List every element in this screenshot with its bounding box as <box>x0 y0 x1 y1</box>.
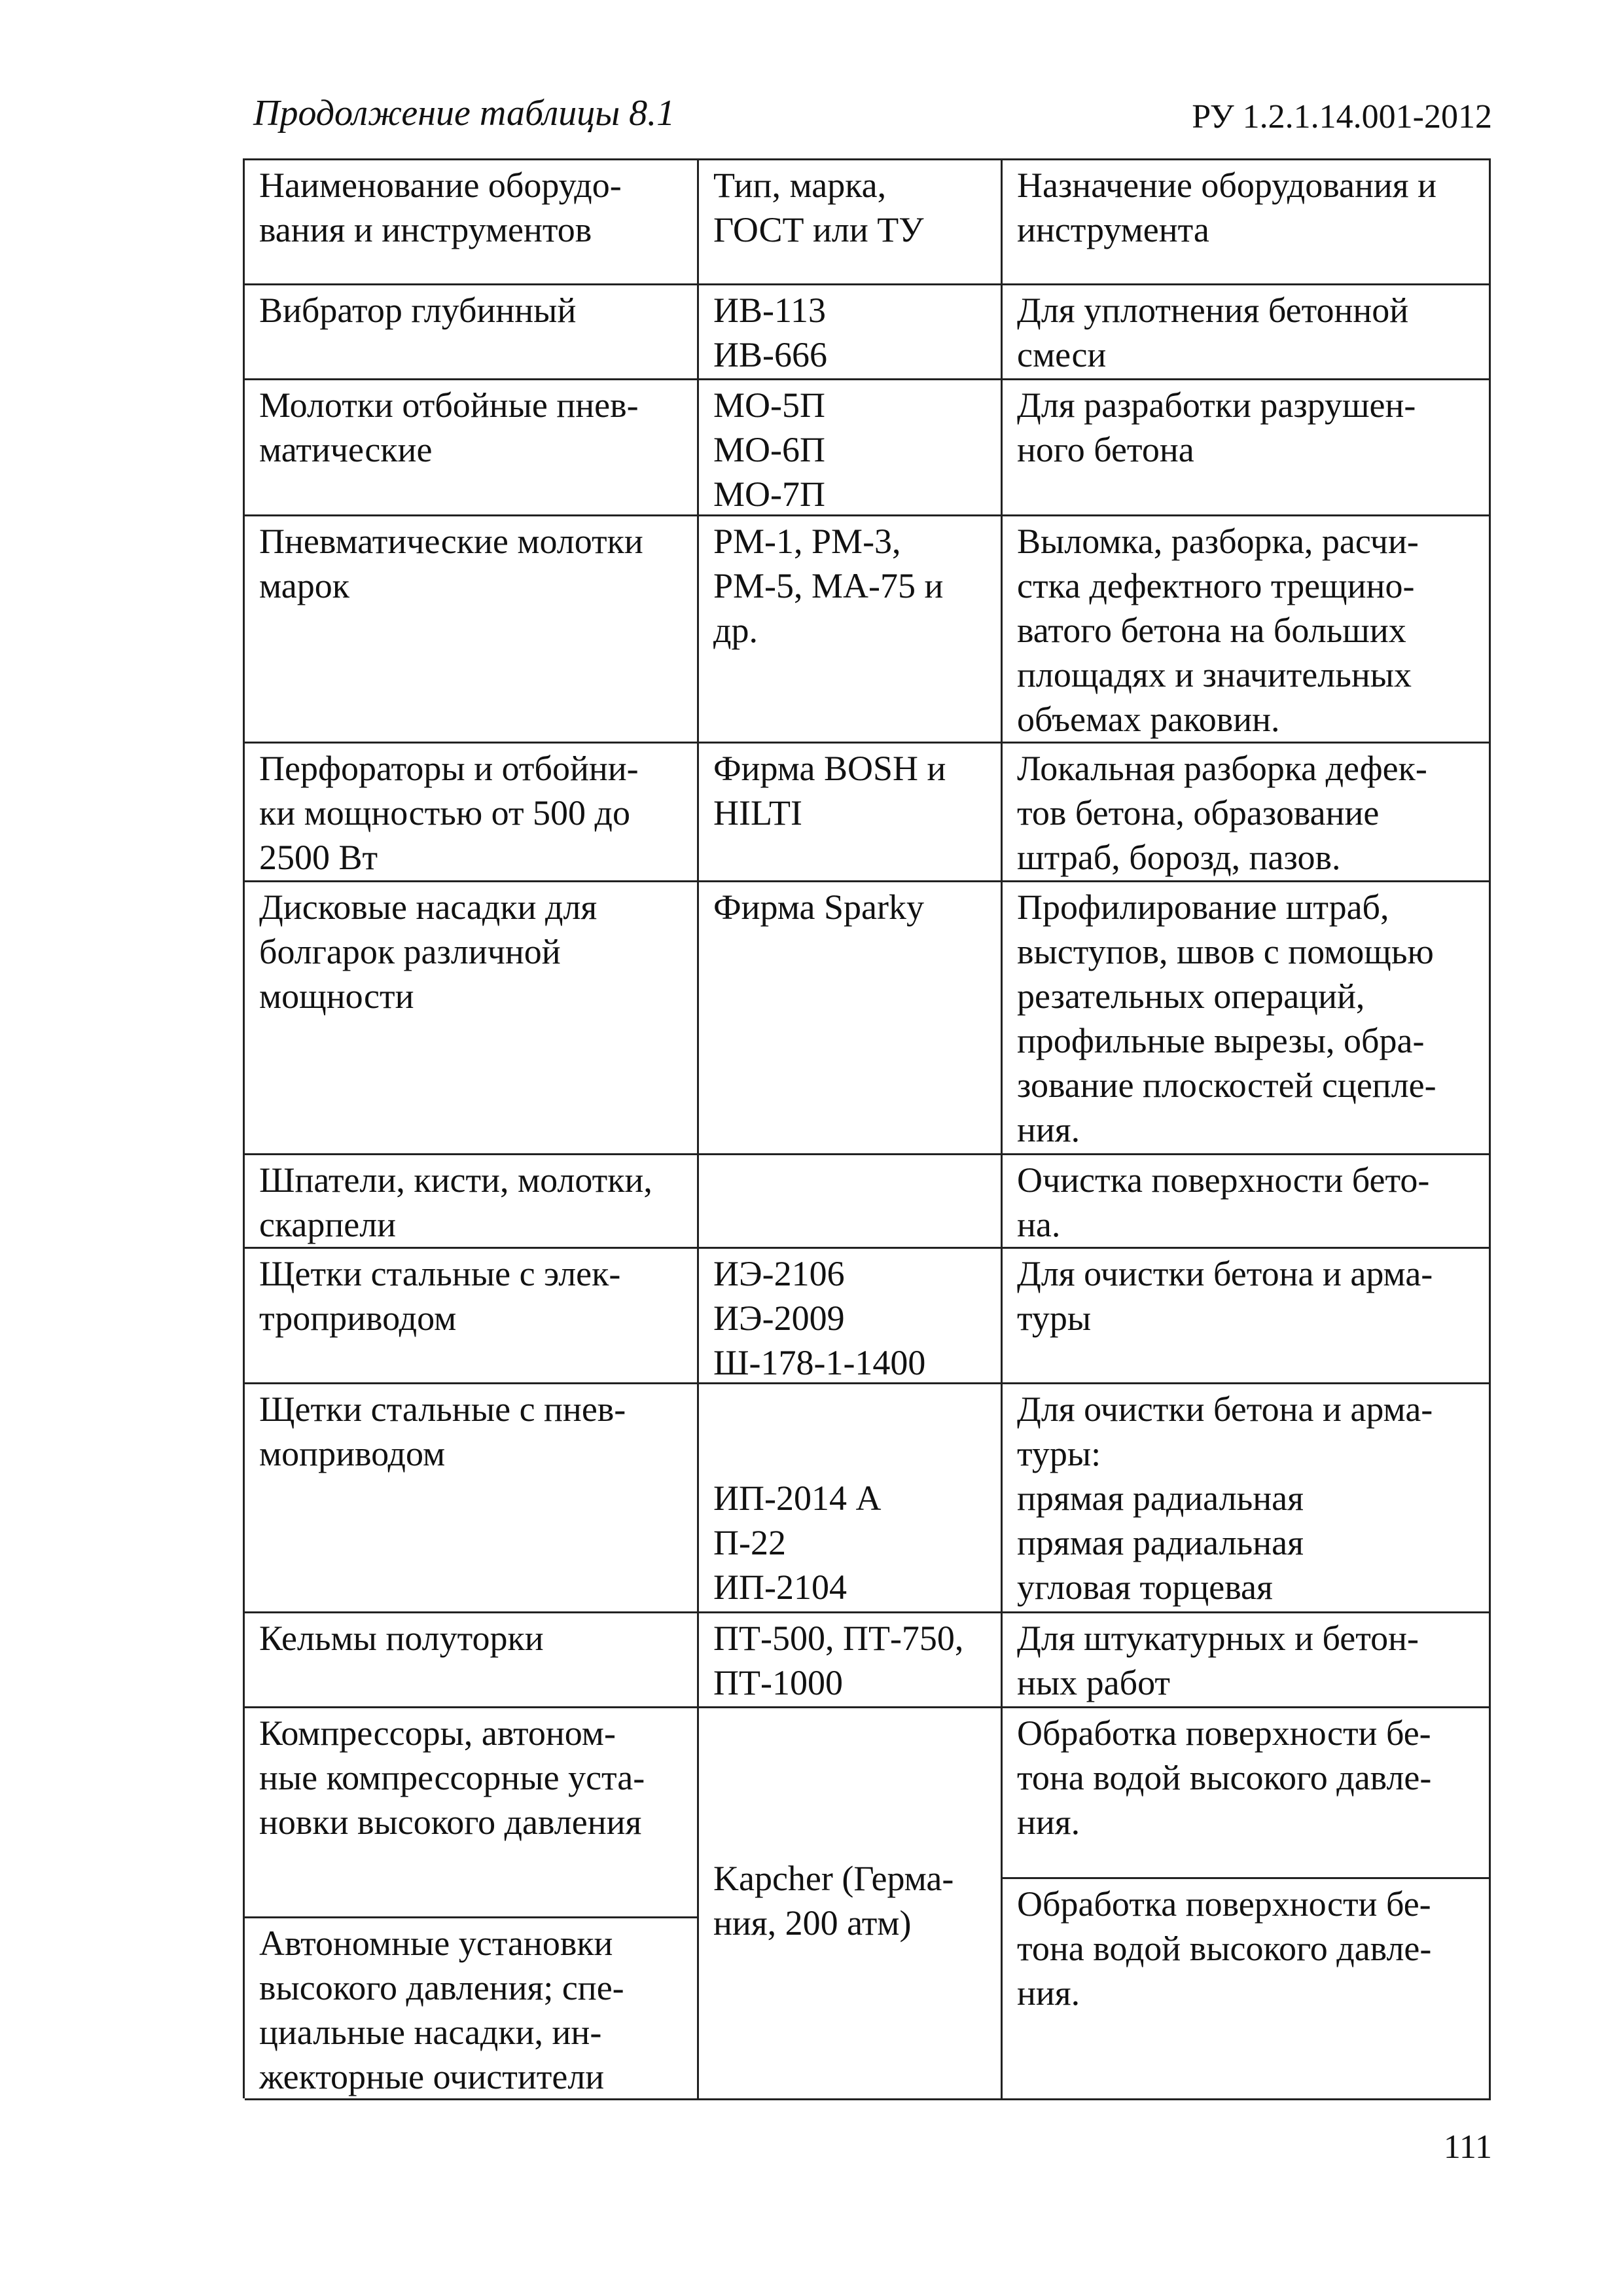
row-2-name: Молотки отбойные пнев- матические <box>245 380 699 516</box>
row-4-name: Перфораторы и отбойни- ки мощностью от 500 до 2500 Вт <box>245 744 699 882</box>
page-number: 111 <box>1443 2128 1492 2166</box>
row-9-name: Кельмы полуторки <box>245 1613 699 1708</box>
row-7-name: Щетки стальные с элек- троприводом <box>245 1249 699 1384</box>
row-9-purpose: Для штукатурных и бетон- ных работ <box>1003 1613 1491 1708</box>
row-4-purpose: Локальная разборка дефек- тов бетона, образование штраб, борозд, пазов. <box>1003 744 1491 882</box>
row-8-type: ИП-2014 А П-22 ИП-2104 <box>699 1384 1003 1613</box>
row-10-11-type-merged: Kapcher (Герма- ния, 200 атм) <box>699 1708 1003 2100</box>
column-header-type: Тип, марка, ГОСТ или ТУ <box>699 160 1003 285</box>
row-3-purpose: Выломка, разборка, расчи- стка дефектного трещино- ватого бетона на больших площадях и значительных объемах раковин. <box>1003 516 1491 744</box>
row-5-type: Фирма Sparky <box>699 882 1003 1155</box>
row-9-type: ПТ-500, ПТ-750, ПТ-1000 <box>699 1613 1003 1708</box>
row-1-name: Вибратор глубинный <box>245 285 699 380</box>
document-code: РУ 1.2.1.14.001-2012 <box>1192 98 1492 135</box>
row-3-name: Пневматические молотки марок <box>245 516 699 744</box>
row-2-type: МО-5П МО-6П МО-7П <box>699 380 1003 516</box>
row-5-name: Дисковые насадки для болгарок различной мощности <box>245 882 699 1155</box>
column-header-purpose: Назначение оборудования и инструмента <box>1003 160 1491 285</box>
row-3-type: РМ-1, РМ-3, РМ-5, МА-75 и др. <box>699 516 1003 744</box>
column-header-name: Наименование оборудо- вания и инструментов <box>245 160 699 285</box>
row-10-purpose: Обработка поверхности бе- тона водой высокого давле- ния. <box>1003 1708 1491 1879</box>
row-6-type <box>699 1155 1003 1249</box>
row-7-purpose: Для очистки бетона и арма- туры <box>1003 1249 1491 1384</box>
row-10-name: Компрессоры, автоном- ные компрессорные уста- новки высокого давления <box>245 1708 699 1918</box>
row-6-name: Шпатели, кисти, молотки, скарпели <box>245 1155 699 1249</box>
table-continuation-caption: Продолжение таблицы 8.1 <box>253 93 675 134</box>
row-11-purpose: Обработка поверхности бе- тона водой высокого давле- ния. <box>1003 1879 1491 2100</box>
row-6-purpose: Очистка поверхности бето- на. <box>1003 1155 1491 1249</box>
equipment-table <box>243 158 1491 2098</box>
row-1-purpose: Для уплотнения бетонной смеси <box>1003 285 1491 380</box>
row-8-name: Щетки стальные с пнев- моприводом <box>245 1384 699 1613</box>
row-8-purpose: Для очистки бетона и арма- туры: прямая радиальная прямая радиальная угловая торцевая <box>1003 1384 1491 1613</box>
row-4-type: Фирма BOSH и HILTI <box>699 744 1003 882</box>
row-11-name: Автономные установки высокого давления; спе- циальные насадки, ин- жекторные очистители <box>245 1918 699 2100</box>
row-1-type: ИВ-113 ИВ-666 <box>699 285 1003 380</box>
row-2-purpose: Для разработки разрушен- ного бетона <box>1003 380 1491 516</box>
row-5-purpose: Профилирование штраб, выступов, швов с помощью резательных операций, профильные вырезы, обра- зование плоскостей сцепле- ния. <box>1003 882 1491 1155</box>
row-7-type: ИЭ-2106 ИЭ-2009 Ш-178-1-1400 <box>699 1249 1003 1384</box>
